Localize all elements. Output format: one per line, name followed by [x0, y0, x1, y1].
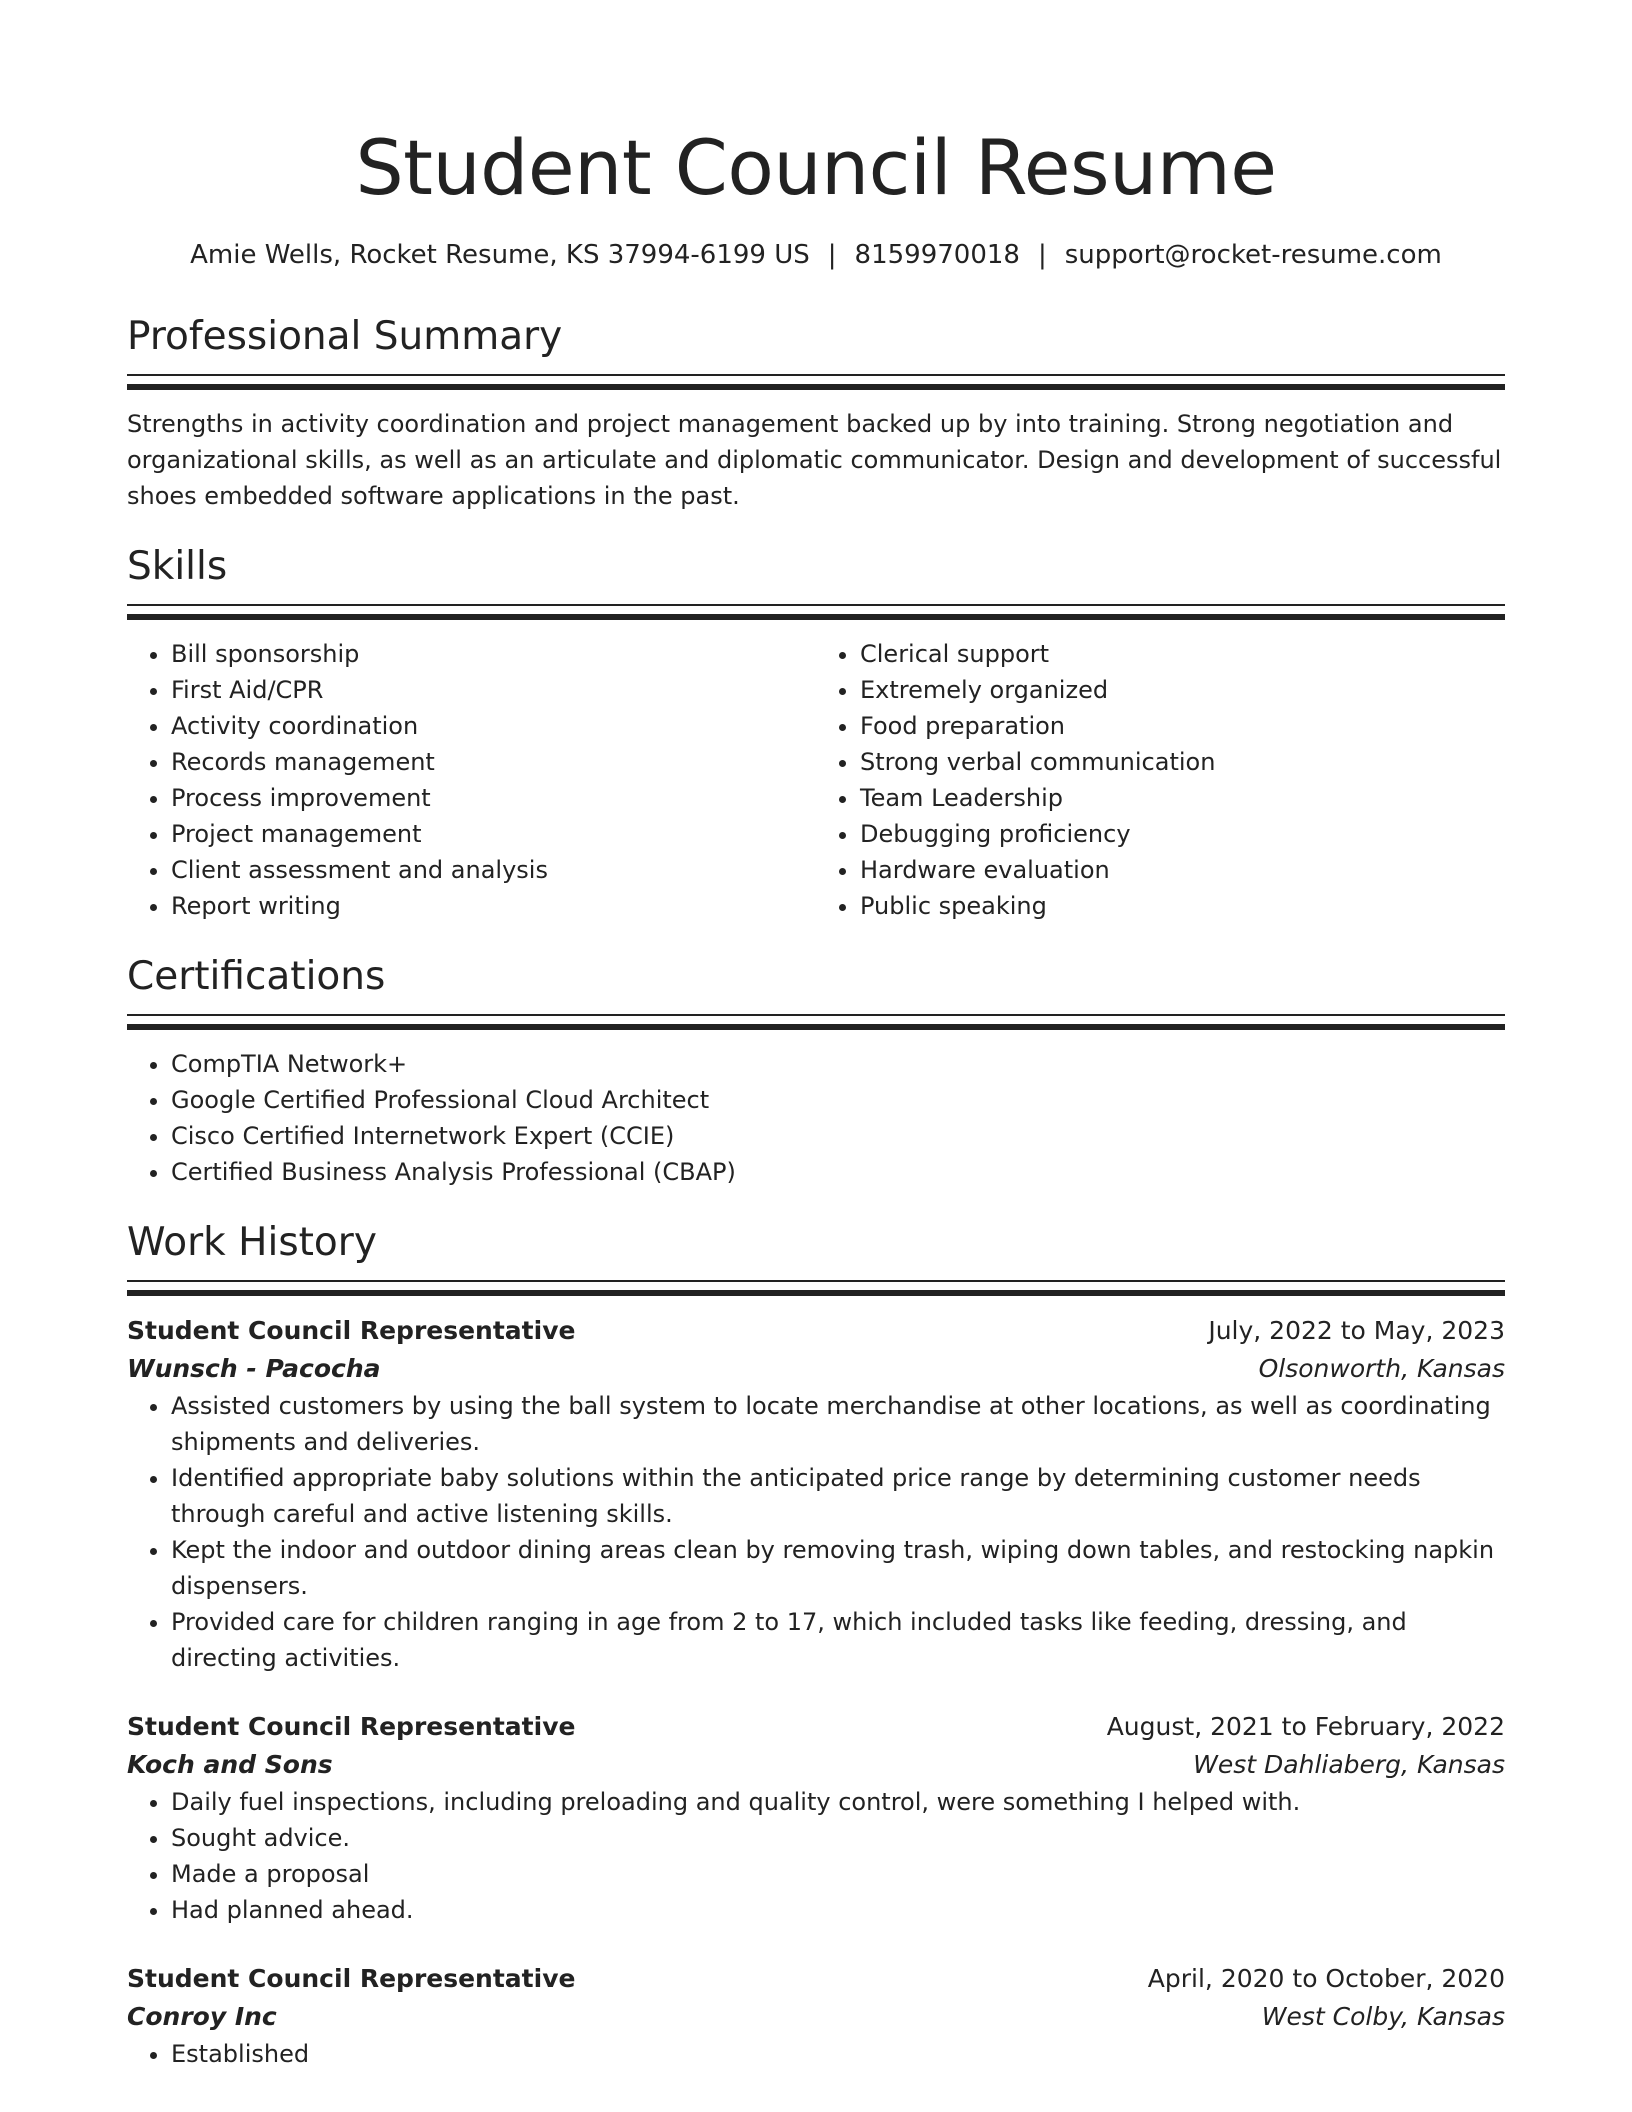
job-header-row: [127, 1960, 1505, 1998]
summary-section: [127, 312, 1505, 514]
job-bullet: • Provided care for children ranging in age from 2 to 17, which included tasks like feeding, dressing, and directing activities.: [171, 1604, 1505, 1676]
skill-item: • First Aid/CPR: [171, 672, 816, 708]
resume-title: Student Council Resume: [355, 123, 1277, 212]
skills-column-left: [127, 636, 816, 924]
job-bullets: [127, 1784, 1505, 1928]
job-entry: [127, 1960, 1505, 2072]
skills-section: [127, 542, 1505, 924]
section-heading-summary: Professional Summary: [127, 314, 563, 359]
skill-item: • Activity coordination: [171, 708, 816, 744]
contact-line: [127, 238, 1505, 272]
skill-item: • Food preparation: [860, 708, 1505, 744]
job-title: Student Council Representative: [127, 1712, 576, 1741]
certifications-section: [127, 952, 1505, 1190]
skill-item: • Extremely organized: [860, 672, 1505, 708]
job-title: Student Council Representative: [127, 1316, 576, 1345]
skills-column-right: [816, 636, 1505, 924]
job-location: Olsonworth, Kansas: [1258, 1354, 1505, 1383]
job-bullet: • Established: [171, 2036, 1505, 2072]
job-bullet: • Sought advice.: [171, 1820, 1505, 1856]
contact-separator: |: [827, 240, 837, 270]
skill-item: • Team Leadership: [860, 780, 1505, 816]
section-divider: [127, 1280, 1505, 1296]
skills-grid: [127, 636, 1505, 924]
job-bullet: • Identified appropriate baby solutions within the anticipated price range by determining customer needs through careful and active listening skills.: [171, 1460, 1505, 1532]
summary-text: Strengths in activity coordination and project management backed up by into training. Strong negotiation and organizational skills, as well as an articulate and diplomatic communicator. Design and development of successful shoes embedded software applications in the past.: [127, 410, 1502, 510]
certification-item: • CompTIA Network+: [171, 1046, 1505, 1082]
job-entry: [127, 1708, 1505, 1928]
job-dates: April, 2020 to October, 2020: [1147, 1964, 1505, 1993]
job-subheader-row: [127, 1350, 1505, 1388]
job-bullet: • Made a proposal: [171, 1856, 1505, 1892]
certification-item: • Certified Business Analysis Professional (CBAP): [171, 1154, 1505, 1190]
job-bullet: • Assisted customers by using the ball system to locate merchandise at other locations, as well as coordinating shipments and deliveries.: [171, 1388, 1505, 1460]
job-company: Koch and Sons: [127, 1750, 333, 1779]
certifications-list: [127, 1046, 1505, 1190]
section-divider: [127, 1014, 1505, 1030]
job-subheader-row: [127, 1746, 1505, 1784]
job-entry: [127, 1312, 1505, 1676]
job-header-row: [127, 1312, 1505, 1350]
skill-item: • Clerical support: [860, 636, 1505, 672]
contact-address: Amie Wells, Rocket Resume, KS 37994-6199 US: [190, 240, 810, 270]
job-bullets: [127, 1388, 1505, 1676]
contact-email: support@rocket-resume.com: [1064, 240, 1442, 270]
section-heading-work-history: Work History: [127, 1220, 377, 1265]
section-heading-skills: Skills: [127, 544, 228, 589]
skill-item: • Project management: [171, 816, 816, 852]
skill-item: • Debugging proficiency: [860, 816, 1505, 852]
skill-item: • Records management: [171, 744, 816, 780]
skill-item: • Client assessment and analysis: [171, 852, 816, 888]
job-company: Conroy Inc: [127, 2002, 277, 2031]
skill-item: • Process improvement: [171, 780, 816, 816]
job-bullet: • Kept the indoor and outdoor dining areas clean by removing trash, wiping down tables, and restocking napkin dispensers.: [171, 1532, 1505, 1604]
contact-phone: 8159970018: [854, 240, 1020, 270]
job-dates: July, 2022 to May, 2023: [1208, 1316, 1505, 1345]
job-dates: August, 2021 to February, 2022: [1106, 1712, 1505, 1741]
skill-item: • Public speaking: [860, 888, 1505, 924]
job-subheader-row: [127, 1998, 1505, 2036]
certification-item: • Cisco Certified Internetwork Expert (CCIE): [171, 1118, 1505, 1154]
work-history-section: [127, 1218, 1505, 2072]
job-bullets: [127, 2036, 1505, 2072]
skill-item: • Hardware evaluation: [860, 852, 1505, 888]
section-heading-certifications: Certifications: [127, 954, 386, 999]
job-company: Wunsch - Pacocha: [127, 1354, 381, 1383]
skill-item: • Strong verbal communication: [860, 744, 1505, 780]
skills-list-right: [816, 636, 1505, 924]
skills-list-left: [127, 636, 816, 924]
job-header-row: [127, 1708, 1505, 1746]
section-divider: [127, 604, 1505, 620]
job-location: West Colby, Kansas: [1261, 2002, 1505, 2031]
contact-separator: |: [1037, 240, 1047, 270]
skill-item: • Bill sponsorship: [171, 636, 816, 672]
certification-item: • Google Certified Professional Cloud Architect: [171, 1082, 1505, 1118]
section-divider: [127, 374, 1505, 390]
job-location: West Dahliaberg, Kansas: [1193, 1750, 1505, 1779]
skill-item: • Report writing: [171, 888, 816, 924]
job-title: Student Council Representative: [127, 1964, 576, 1993]
job-bullet: • Daily fuel inspections, including preloading and quality control, were something I helped with.: [171, 1784, 1505, 1820]
job-bullet: • Had planned ahead.: [171, 1892, 1505, 1928]
